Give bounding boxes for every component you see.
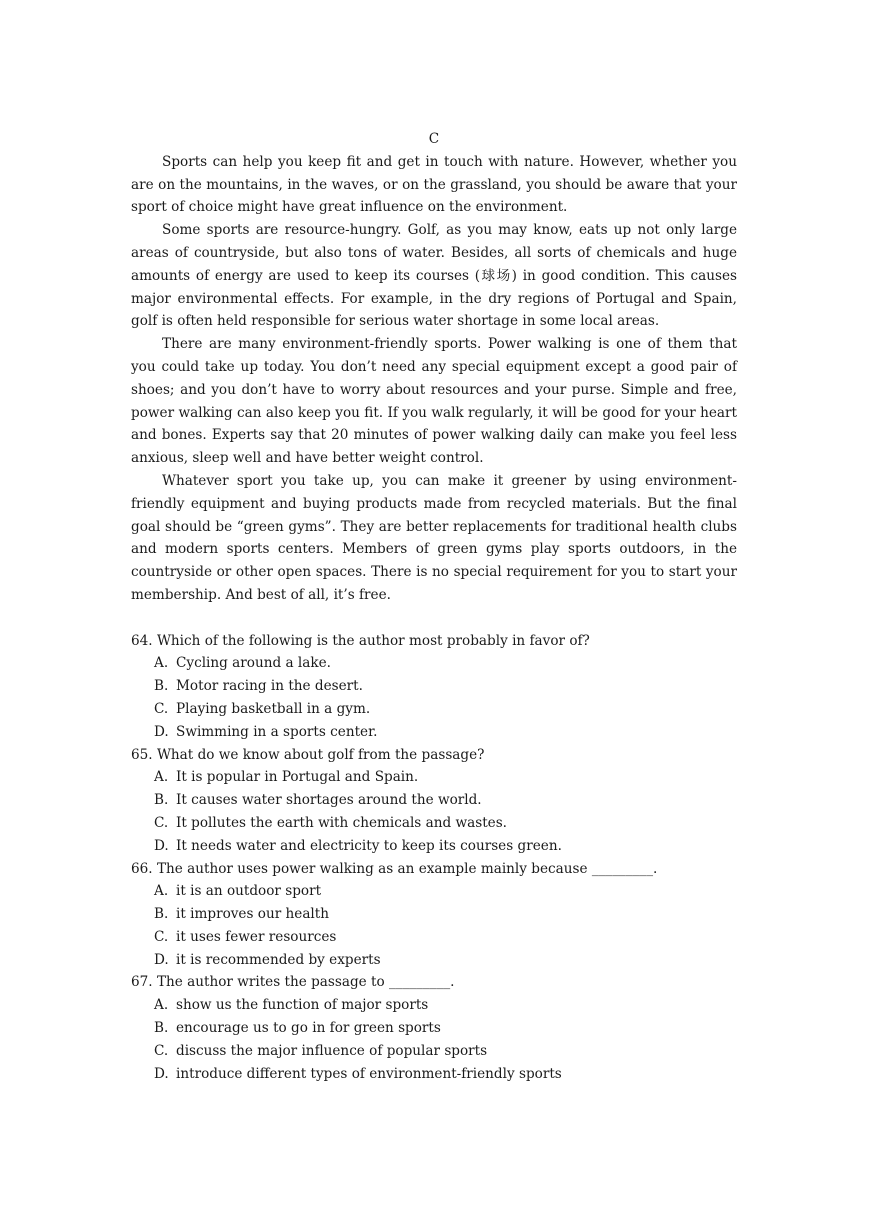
option-letter: B. [154,678,169,695]
option-d[interactable] [131,1063,737,1086]
question-number: 65. [131,746,153,763]
option-text: it improves our health [176,906,330,923]
section-title: C [428,131,440,147]
option-text: Cycling around a lake. [176,655,331,672]
option-letter: B. [154,792,169,809]
option-text: encourage us to go in for green sports [176,1020,441,1037]
option-text: discuss the major influence of popular sports [176,1042,488,1059]
question-67 [131,971,737,1085]
option-letter: A. [154,997,169,1014]
option-text: it is recommended by experts [176,951,381,968]
option-b[interactable] [131,675,737,698]
option-letter: D. [154,1065,169,1082]
question-number: 66. [131,860,153,877]
question-number: 64. [131,632,153,649]
option-letter: A. [154,883,169,900]
passage-paragraph-1: Sports can help you keep fit and get in touch with nature. However, whether you are on the mountains, in the waves, or on the grassland, you should be aware that your sport of choice might have great influence on the environment. [131,153,737,216]
option-text: it is an outdoor sport [176,883,322,900]
option-text: Motor racing in the desert. [176,678,363,695]
passage-paragraph-2: Some sports are resource-hungry. Golf, as you may know, eats up not only large areas of countryside, but also tons of water. Besides, all sorts of chemicals and huge amounts of energy are used to keep its courses (球场) in good condition. This causes major environmental effects. For example, in the dry regions of Portugal and Spain, golf is often held responsible for serious water shortage in some local areas. [131,222,737,330]
document-page [131,128,737,1085]
option-letter: C. [154,1042,169,1059]
question-text: The author uses power walking as an example mainly because _________. [156,860,658,877]
option-letter: B. [154,1020,169,1037]
question-66 [131,858,737,972]
option-text: Swimming in a sports center. [176,723,378,740]
question-stem [131,858,737,881]
passage-paragraph-4: Whatever sport you take up, you can make it greener by using environment-friendly equipment and buying products made from recycled materials. But the final goal should be “green gyms”. They are better replacements for traditional health clubs and modern sports centers. Members of green gyms play sports outdoors, in the countryside or other open spaces. There is no special requirement for you to start your membership. And best of all, it’s free. [131,472,737,603]
option-text: It is popular in Portugal and Spain. [176,769,419,786]
option-d[interactable] [131,835,737,858]
option-a[interactable] [131,880,737,903]
option-b[interactable] [131,789,737,812]
option-text: it uses fewer resources [176,928,337,945]
option-text: It needs water and electricity to keep its courses green. [176,837,562,854]
reading-passage [131,151,737,607]
spacer [131,607,737,630]
option-text: It causes water shortages around the world. [176,792,482,809]
option-b[interactable] [131,903,737,926]
question-list [131,630,737,1086]
option-b[interactable] [131,1017,737,1040]
question-number: 67. [131,974,153,991]
question-stem [131,744,737,767]
option-a[interactable] [131,994,737,1017]
question-stem [131,971,737,994]
option-letter: A. [154,655,169,672]
option-d[interactable] [131,721,737,744]
question-65 [131,744,737,858]
option-a[interactable] [131,766,737,789]
option-letter: B. [154,906,169,923]
option-letter: C. [154,700,169,717]
option-letter: A. [154,769,169,786]
option-letter: D. [154,837,169,854]
question-64 [131,630,737,744]
option-letter: C. [154,928,169,945]
question-text: What do we know about golf from the passage? [156,746,485,763]
option-text: introduce different types of environment-friendly sports [176,1065,562,1082]
option-letter: D. [154,723,169,740]
question-text: Which of the following is the author most probably in favor of? [156,632,590,649]
option-d[interactable] [131,949,737,972]
option-c[interactable] [131,812,737,835]
option-text: It pollutes the earth with chemicals and wastes. [176,814,508,831]
option-c[interactable] [131,698,737,721]
question-stem [131,630,737,653]
option-text: Playing basketball in a gym. [176,700,371,717]
option-c[interactable] [131,926,737,949]
question-text: The author writes the passage to _________. [156,974,455,991]
option-c[interactable] [131,1040,737,1063]
option-letter: D. [154,951,169,968]
option-text: show us the function of major sports [176,997,429,1014]
option-letter: C. [154,814,169,831]
passage-paragraph-3: There are many environment-friendly sports. Power walking is one of them that you could take up today. You don’t need any special equipment except a good pair of shoes; and you don’t have to worry about resources and your purse. Simple and free, power walking can also keep you fit. If you walk regularly, it will be good for your heart and bones. Experts say that 20 minutes of power walking daily can make you feel less anxious, sleep well and have better weight control. [131,336,737,467]
option-a[interactable] [131,652,737,675]
